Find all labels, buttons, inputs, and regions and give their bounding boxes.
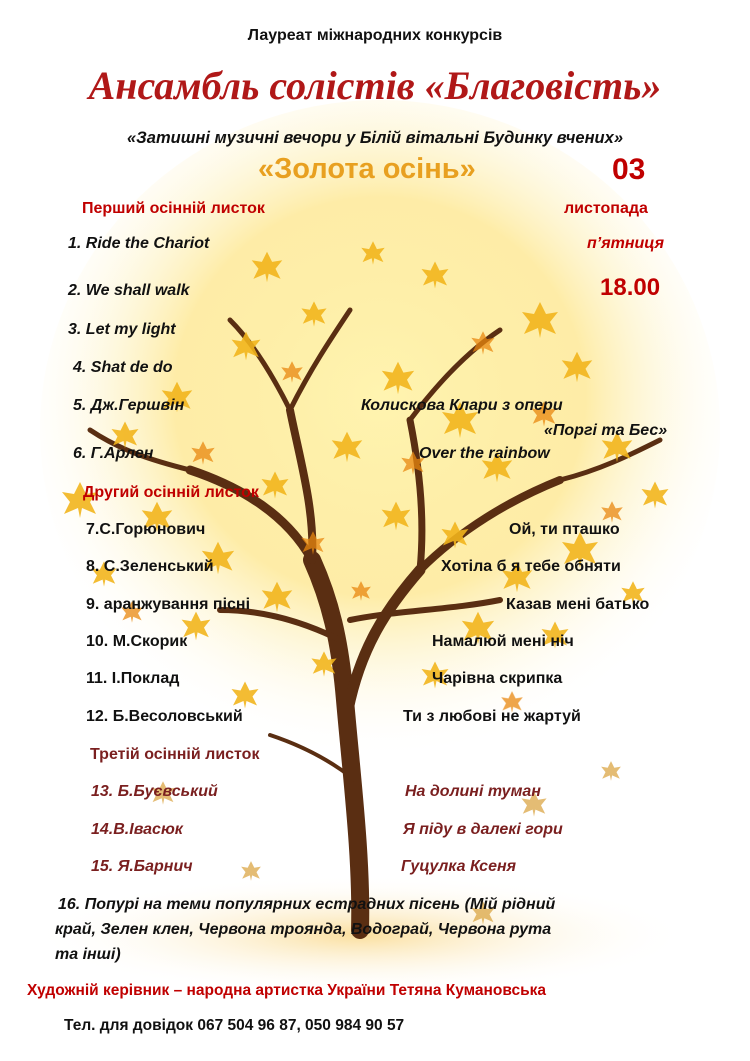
program-item-work: Я піду в далекі гори xyxy=(403,821,563,838)
program-item-work: Намалюй мені ніч xyxy=(432,633,574,650)
concert-time: 18.00 xyxy=(600,274,661,301)
section-title: Другий осінній листок xyxy=(83,484,259,501)
program-item-work: Ой, ти пташко xyxy=(509,521,620,538)
program-item: 5. Дж.Гершвін xyxy=(73,397,185,414)
concert-weekday: п’ятниця xyxy=(587,235,665,252)
program-item: 10. М.Скорик xyxy=(86,633,188,650)
concert-title: «Золота осінь» xyxy=(258,153,476,185)
program-item-work: Гуцулка Ксеня xyxy=(401,858,517,875)
program-item: 4. Shat de do xyxy=(73,359,173,376)
program-item: 12. Б.Весоловський xyxy=(86,708,243,725)
concert-day: 03 xyxy=(612,153,646,186)
program-item-work: Over the rainbow xyxy=(419,445,550,462)
program-item: 6. Г.Арлен xyxy=(73,445,154,462)
program-item: 3. Let my light xyxy=(68,321,176,338)
finale-line: край, Зелен клен, Червона троянда, Водограй, Червона рута xyxy=(55,921,552,938)
ensemble-title: Ансамбль солістів «Благовість» xyxy=(88,63,662,108)
section-title: Третій осінній листок xyxy=(90,746,260,763)
program-item: 1. Ride the Chariot xyxy=(68,235,210,252)
laureate-line: Лауреат міжнародних конкурсів xyxy=(247,27,503,44)
finale-line: 16. Попурі на теми популярних естрадних пісень (Мій рідний xyxy=(58,896,556,913)
program-item-work: Ти з любові не жартуй xyxy=(403,708,581,725)
program-item-work-cont: «Поргі та Бес» xyxy=(544,422,668,439)
program-item-work: Колискова Клари з опери xyxy=(361,397,563,414)
program-item: 11. І.Поклад xyxy=(86,670,180,687)
program-item: 13. Б.Буєвський xyxy=(91,783,218,800)
series-title: «Затишні музичні вечори у Білій вітальні Будинку вчених» xyxy=(127,129,623,147)
program-item-work: Казав мені батько xyxy=(506,596,650,613)
finale-line: та інші) xyxy=(55,946,121,963)
program-item-work: Чарівна скрипка xyxy=(432,670,563,687)
program-item: 14.В.Івасюк xyxy=(91,821,183,838)
program-item: 7.С.Горюнович xyxy=(86,521,206,538)
artistic-director: Художній керівник – народна артистка України Тетяна Кумановська xyxy=(27,982,547,999)
contact-phones: Тел. для довідок 067 504 96 87, 050 984 90 57 xyxy=(64,1017,405,1034)
program-item: 15. Я.Барнич xyxy=(91,858,193,875)
section-title: Перший осінній листок xyxy=(82,200,265,217)
program-item-work: Хотіла б я тебе обняти xyxy=(441,558,621,575)
program-item: 9. аранжування пісні xyxy=(86,596,251,613)
program-item: 2. We shall walk xyxy=(68,282,190,299)
program-item-work: На долині туман xyxy=(405,783,541,800)
concert-month: листопада xyxy=(564,200,648,217)
program-item: 8. С.Зеленський xyxy=(86,558,214,575)
